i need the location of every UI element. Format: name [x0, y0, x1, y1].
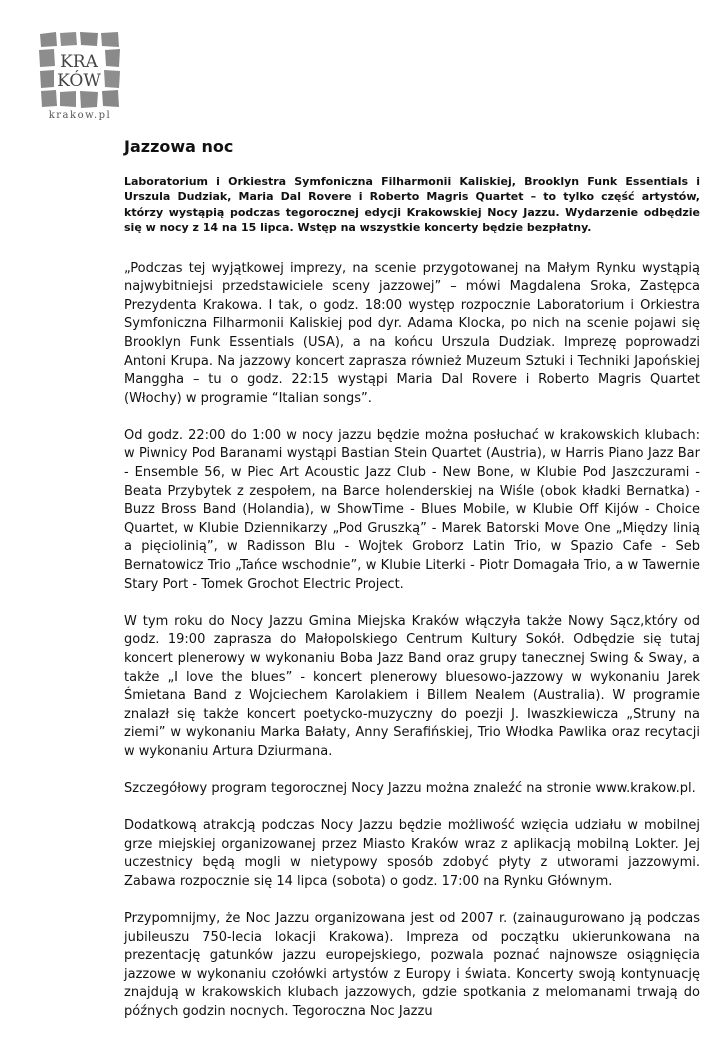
article [124, 136, 700, 1040]
logo-caption: krakow.pl [48, 110, 112, 121]
article-paragraph: Przypomnijmy, że Noc Jazzu organizowana jest od 2007 r. (zainaugurowano ją podczas jubileuszu 750-lecia lokacji Krakowa). Impreza od początku ukierunkowana na prezentację gatunków jazzu europejskiego, pozwala poznać najnowsze osiągnięcia jazzowe w wykonaniu czołówki artystów z Europy i świata. Koncerty swoją kontynuację znajdują w krakowskich klubach jazzowych, gdzie spotkania z melomanami trwają do późnych godzin nocnych. Tegoroczna Noc Jazzu [124, 910, 700, 1019]
article-title: Jazzowa noc [124, 137, 234, 156]
article-paragraph: Szczegółowy program tegorocznej Nocy Jazzu można znaleźć na stronie www.krakow.pl. [124, 780, 696, 796]
krakow-logo [38, 30, 122, 126]
article-paragraph: „Podczas tej wyjątkowej imprezy, na scenie przygotowanej na Małym Rynku wystąpią najwybitniejsi przedstawiciele sceny jazzowej” – mówi Magdalena Sroka, Zastępca Prezydenta Krakowa. I tak, o godz. 18:00 występ rozpocznie Laboratorium i Orkiestra Symfoniczna Filharmonii Kaliskiej pod dyr. Adama Klocka, po nich na scenie pojawi się Brooklyn Funk Essentials (USA), a na końcu Urszula Dudziak. Imprezę poprowadzi Antoni Krupa. Na jazzowy koncert zaprasza również Muzeum Sztuki i Techniki Japońskiej Manggha – tu o godz. 22:15 wystąpi Maria Dal Rovere i Roberto Magris Quartet (Włochy) w programie “Italian songs”. [124, 260, 700, 406]
logo-line-2: KÓW [57, 71, 101, 91]
logo-line-1: KRA [60, 52, 98, 72]
krakow-crest-icon [38, 30, 122, 110]
article-paragraph: Dodatkową atrakcją podczas Nocy Jazzu będzie możliwość wzięcia udziału w mobilnej grze miejskiej organizowanej przez Miasto Kraków wraz z aplikacją mobilną Lokter. Jej uczestnicy będą mogli w nietypowy sposób zdobyć płyty z utworami jazzowymi. Zabawa rozpocznie się 14 lipca (sobota) o godz. 17:00 na Rynku Głównym. [124, 818, 700, 889]
article-paragraph: W tym roku do Nocy Jazzu Gmina Miejska Kraków włączyła także Nowy Sącz,który od godz. 19:00 zaprasza do Małopolskiego Centrum Kultury Sokół. Odbędzie się tutaj koncert plenerowy w wykonaniu Boba Jazz Band oraz grupy tanecznej Swing & Sway, a także „I love the blues” - koncert plenerowy bluesowo-jazzowy w wykonaniu Jarek Śmietana Band z Wojciechem Karolakiem i Billem Nealem (Australia). W programie znalazł się także koncert poetycko-muzyczny do poezji J. Iwaszkiewicza „Struny na ziemi” w wykonaniu Marka Bałaty, Anny Serafińskiej, Trio Włodka Pawlika oraz recytacji w wykonaniu Artura Dziurmana. [124, 613, 700, 759]
article-lead: Laboratorium i Orkiestra Symfoniczna Filharmonii Kaliskiej, Brooklyn Funk Essentials i Urszula Dudziak, Maria Dal Rovere i Roberto Magris Quartet – to tylko część artystów, którzy wystąpią podczas tegorocznej edycji Krakowskiej Nocy Jazzu. Wydarzenie odbędzie się w nocy z 14 na 15 lipca. Wstęp na wszystkie koncerty będzie bezpłatny. [124, 175, 700, 235]
article-paragraph: Od godz. 22:00 do 1:00 w nocy jazzu będzie można posłuchać w krakowskich klubach: w Piwnicy Pod Baranami wystąpi Bastian Stein Quartet (Austria), w Harris Piano Jazz Bar - Ensemble 56, w Piec Art Acoustic Jazz Club - New Bone, w Klubie Pod Jaszczurami - Beata Przybytek z zespołem, na Barce holenderskiej na Wiśle (obok kładki Bernatka) - Buzz Bross Band (Holandia), w ShowTime - Blues Mobile, w Klubie Off Kijów - Choice Quartet, w Klubie Dziennikarzy „Pod Gruszką” - Marek Batorski Move One „Między linią a pięciolinią”, w Radisson Blu - Wojtek Groborz Latin Trio, w Spazio Cafe - Seb Bernatowicz Trio „Tańce wschodnie”, w Klubie Literki - Piotr Domagała Trio, a w Tawernie Stary Port - Tomek Grochot Electric Project. [124, 427, 700, 592]
